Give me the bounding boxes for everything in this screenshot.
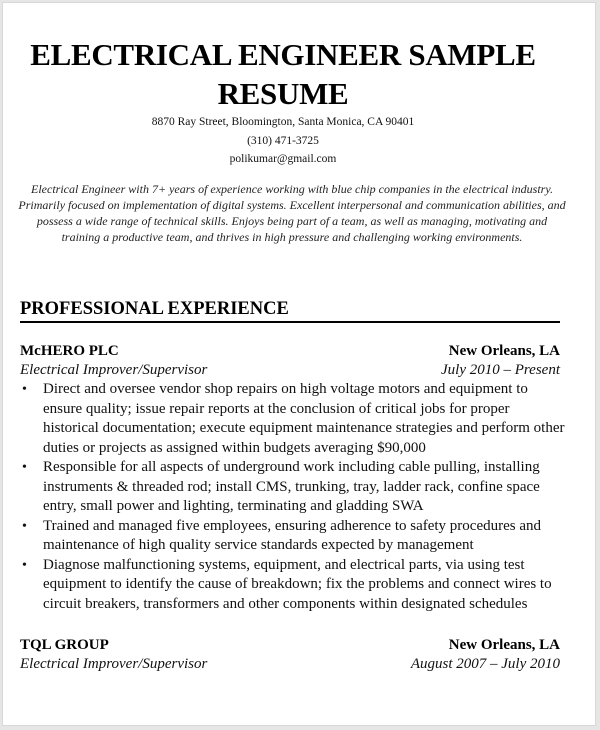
job-2-company: TQL GROUP bbox=[20, 637, 109, 653]
job-2-dates: August 2007 – July 2010 bbox=[410, 656, 560, 672]
job-1-company: McHERO PLC bbox=[20, 343, 119, 359]
bullet-icon: • bbox=[22, 518, 27, 534]
contact-email: polikumar@gmail.com bbox=[229, 153, 337, 165]
job-2-header bbox=[20, 635, 560, 655]
contact-address: 8870 Ray Street, Bloomington, Santa Monica, CA 90401 bbox=[151, 116, 415, 128]
bullet-text: Direct and oversee vendor shop repairs on high voltage motors and equipment to ensure quality; issue repair reports at the conclusion of critical jobs for proper historical documentation; execute equipment maintenance strategies and perform other duties or projects as assigned within budgets averaging $90,000 bbox=[43, 381, 565, 456]
bullet-text: Responsible for all aspects of underground work including cable pulling, installing instruments & threaded rod; install CMS, trunking, tray, ladder rack, confine space entry, small power and lighting, terminating and gladding SWA bbox=[43, 459, 540, 514]
resume-title-line1: ELECTRICAL ENGINEER SAMPLE bbox=[30, 37, 536, 72]
list-item bbox=[20, 458, 565, 517]
contact-phone: (310) 471-3725 bbox=[247, 135, 319, 147]
job-1-dates: July 2010 – Present bbox=[441, 362, 560, 378]
bullet-icon: • bbox=[22, 382, 27, 397]
bullet-icon: • bbox=[22, 557, 27, 573]
job-2-role: Electrical Improver/Supervisor bbox=[20, 656, 208, 672]
job-1-subheader bbox=[20, 360, 560, 380]
job-1-bullet-list bbox=[20, 380, 565, 614]
resume-page bbox=[2, 2, 596, 726]
job-1-location: New Orleans, LA bbox=[448, 343, 560, 359]
bullet-text: Diagnose malfunctioning systems, equipment, and electrical parts, via using test equipment to identify the cause of breakdown; fix the problems and connect wires to circuit breakers, transformers and other components within designated schedules bbox=[43, 556, 552, 612]
bullet-text: Trained and managed five employees, ensuring adherence to safety procedures and maintenance of high quality service standards expected by management bbox=[43, 517, 542, 553]
section-heading-experience: PROFESSIONAL EXPERIENCE bbox=[20, 297, 560, 323]
job-2-location: New Orleans, LA bbox=[448, 637, 560, 653]
job-1-header bbox=[20, 341, 560, 361]
resume-title-line2: RESUME bbox=[217, 76, 349, 111]
professional-summary: Electrical Engineer with 7+ years of experience working with blue chip companies in the electrical industry. Primarily focused on implementation of digital systems. Excellent interpersonal and communication abilities, and possess a wide range of technical skills. Enjoys being part of a team, as well as managing, motivating and training a productive team, and thrives in high pressure and challenging working environments. bbox=[18, 182, 566, 244]
list-item bbox=[20, 517, 565, 556]
list-item bbox=[20, 380, 565, 458]
job-2-subheader bbox=[20, 654, 560, 674]
list-item bbox=[20, 556, 565, 615]
job-1-role: Electrical Improver/Supervisor bbox=[20, 362, 208, 378]
bullet-icon: • bbox=[22, 460, 27, 475]
